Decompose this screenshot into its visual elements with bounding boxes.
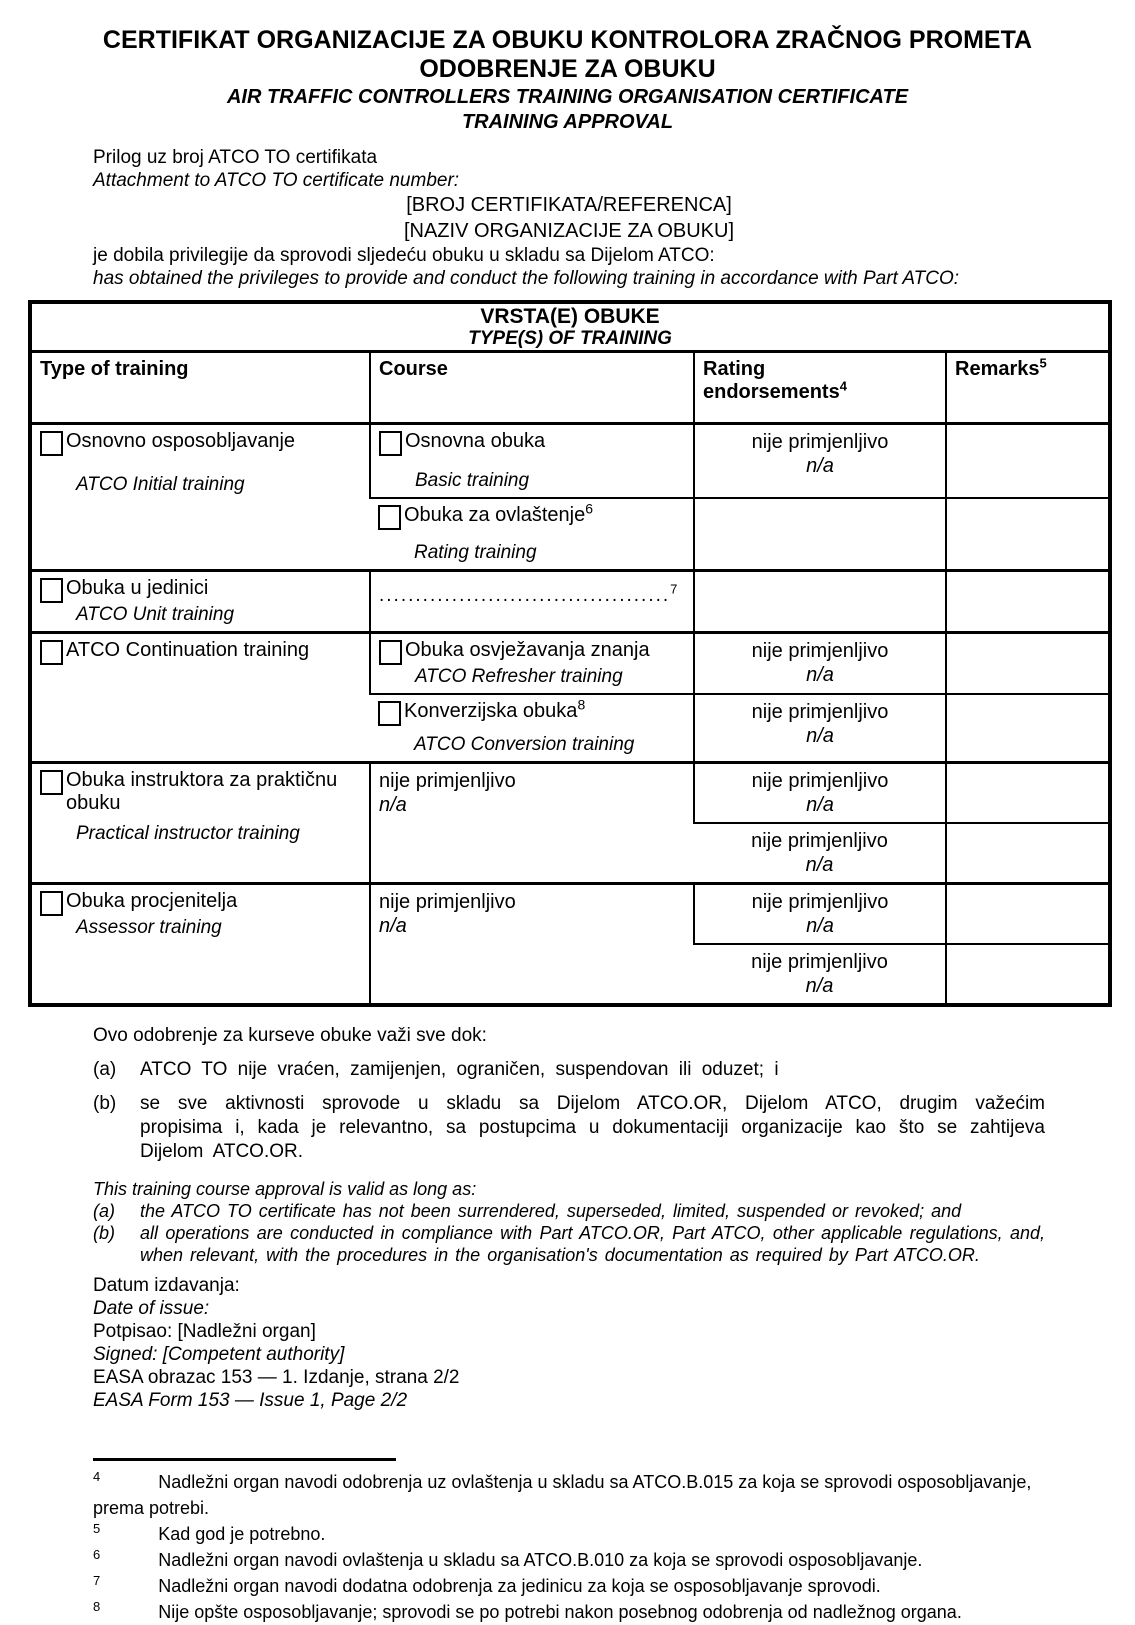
checkbox-unit-training[interactable] — [40, 578, 63, 603]
footnote-ref-7: 7 — [670, 581, 678, 597]
course-label: Obuka za ovlaštenje — [404, 504, 586, 526]
table-caption-hr: VRSTA(E) OBUKE — [480, 305, 660, 328]
cell-rating-assessor-1 — [694, 884, 946, 945]
signed-by-en: Signed: [Competent authority] — [93, 1344, 345, 1365]
form-id-hr: EASA obrazac 153 — 1. Izdanje, strana 2/2 — [93, 1367, 460, 1388]
training-types-table — [28, 300, 1112, 1007]
na-text-en: n/a — [379, 794, 407, 816]
cell-course-rating-training — [370, 498, 694, 571]
cell-course-unit-dotted-line — [370, 571, 694, 633]
course-label-en: ATCO Conversion training — [414, 734, 635, 755]
cell-rating-rating-training — [694, 498, 946, 571]
cell-rating-conversion — [694, 694, 946, 763]
na-text-en: n/a — [379, 915, 407, 937]
cell-remarks-assessor-2 — [946, 944, 1110, 1005]
type-label: Obuka u jedinici — [66, 577, 209, 599]
na-text-en: n/a — [806, 455, 834, 477]
validity-list-en — [93, 1178, 1045, 1266]
type-label-en: ATCO Initial training — [76, 474, 245, 495]
na-text-hr: nije primjenljivo — [379, 891, 516, 913]
column-header-course: Course — [370, 352, 694, 424]
signature-section — [93, 1274, 1045, 1412]
validity-item-b-en: (b) all operations are conducted in compliance with Part ATCO.OR, Part ATCO, other applicable regulations, and, when relevant, with the procedures in the organisation's documentation as required by Part ATCO.OR. — [93, 1223, 1045, 1265]
footnote-ref-6: 6 — [585, 500, 594, 517]
checkbox-continuation-training[interactable] — [40, 640, 63, 665]
na-text-hr: nije primjenljivo — [751, 701, 889, 723]
title-line1: CERTIFIKAT ORGANIZACIJE ZA OBUKU KONTROLORA ZRAČNOG PROMETA — [102, 26, 1033, 54]
na-text-hr: nije primjenljivo — [751, 830, 888, 852]
course-label: Obuka osvježavanja znanja — [405, 639, 650, 661]
cell-rating-practical-2 — [694, 823, 946, 884]
cell-course-practical-na — [370, 763, 694, 884]
course-label: Osnovna obuka — [405, 430, 546, 452]
cell-course-assessor-na — [370, 884, 694, 1006]
checkbox-conversion-training[interactable] — [378, 701, 401, 726]
footnote-ref-8: 8 — [577, 696, 586, 713]
privileges-text-en: has obtained the privileges to provide and conduct the following training in accordance with Part ATCO: — [93, 268, 960, 289]
cell-rating-basic — [694, 424, 946, 499]
na-text-hr: nije primjenljivo — [751, 951, 888, 973]
footnote-separator — [93, 1458, 396, 1461]
intro-section — [93, 146, 1045, 290]
validity-item-a-hr: (a) ATCO TO nije vraćen, zamijenjen, ograničen, suspendovan ili oduzet; i — [93, 1059, 779, 1080]
validity-list-hr — [93, 1058, 1045, 1164]
cell-type-continuation-training — [30, 633, 370, 763]
certificate-ref-placeholder: [BROJ CERTIFIKATA/REFERENCA] — [406, 194, 732, 216]
checkbox-basic-training[interactable] — [379, 431, 402, 456]
attachment-label-hr: Prilog uz broj ATCO TO certifikata — [93, 147, 378, 168]
footnotes-section — [93, 1458, 1045, 1625]
cell-remarks-practical-1 — [946, 763, 1110, 824]
title-line2: ODOBRENJE ZA OBUKU — [419, 55, 716, 83]
type-label-en: Practical instructor training — [76, 823, 300, 844]
cell-rating-assessor-2 — [694, 944, 946, 1005]
checkbox-rating-training[interactable] — [378, 505, 401, 530]
type-label: ATCO Continuation training — [66, 639, 310, 661]
cell-rating-practical-1 — [694, 763, 946, 824]
course-label: Konverzijska obuka — [404, 700, 578, 722]
date-of-issue-hr: Datum izdavanja: — [93, 1275, 240, 1296]
type-label: Obuka instruktora za praktičnu obuku — [66, 769, 338, 814]
validity-item-b-hr: (b) se sve aktivnosti sprovode u skladu sa Dijelom ATCO.OR, Dijelom ATCO, drugim važećim propisima i, kada je relevantno, sa postupcima u dokumentaciji organizacije kao što se zahtijeva Dijelom ATCO.OR. — [93, 1093, 1045, 1162]
checkbox-initial-training[interactable] — [40, 431, 63, 456]
na-text-hr: nije primjenljivo — [379, 770, 516, 792]
na-text-en: n/a — [806, 725, 834, 747]
type-label-en: ATCO Unit training — [76, 604, 235, 625]
table-caption — [30, 302, 1110, 352]
cell-remarks-refresher — [946, 633, 1110, 695]
na-text-hr: nije primjenljivo — [751, 891, 889, 913]
footnote-4: $^4$ Nadležni organ navodi odobrenja uz ovlaštenja u skladu sa ATCO.B.015 za koja se sprovodi osposobljavanje, prema potrebi. — [93, 1469, 1032, 1518]
na-text-hr: nije primjenljivo — [751, 431, 889, 453]
table-caption-en: TYPE(S) OF TRAINING — [468, 328, 672, 349]
validity-intro-en: This training course approval is valid as long as: — [93, 1179, 477, 1199]
cell-type-initial-training — [30, 424, 370, 571]
cell-course-refresher-training — [370, 633, 694, 695]
cell-rating-refresher — [694, 633, 946, 695]
subtitle-line2: TRAINING APPROVAL — [461, 111, 674, 133]
cell-type-assessor-training — [30, 884, 370, 1006]
na-text-en: n/a — [806, 915, 834, 937]
type-label-en: Assessor training — [76, 917, 222, 938]
subtitle-line1: AIR TRAFFIC CONTROLLERS TRAINING ORGANISATION CERTIFICATE — [226, 86, 909, 108]
course-label-en: Rating training — [414, 542, 537, 563]
cell-course-basic-training — [370, 424, 694, 499]
attachment-label-en: Attachment to ATCO TO certificate number: — [93, 170, 460, 191]
na-text-en: n/a — [805, 975, 834, 997]
checkbox-assessor-training[interactable] — [40, 891, 63, 916]
cell-type-unit-training — [30, 571, 370, 633]
page-header — [0, 26, 1135, 134]
course-label-en: Basic training — [415, 470, 530, 491]
footnote-8: $^8$ Nije opšte osposobljavanje; sprovodi se po potrebi nakon posebnog odobrenja od nadležnog organa. — [93, 1599, 962, 1622]
na-text-hr: nije primjenljivo — [751, 770, 889, 792]
cell-course-conversion-training — [370, 694, 694, 763]
type-label: Osnovno osposobljavanje — [66, 430, 296, 452]
na-text-en: n/a — [805, 854, 834, 876]
validity-intro-hr: Ovo odobrenje za kurseve obuke važi sve dok: — [93, 1025, 487, 1046]
validity-section — [93, 1024, 1045, 1625]
checkbox-practical-instructor-training[interactable] — [40, 770, 63, 795]
column-header-remarks: Remarks$^5$ — [946, 352, 1110, 424]
checkbox-refresher-training[interactable] — [379, 640, 402, 665]
dotted-leader: ........................................ — [379, 585, 671, 606]
cell-remarks-basic — [946, 424, 1110, 499]
na-text-hr: nije primjenljivo — [751, 640, 889, 662]
cell-remarks-rating-training — [946, 498, 1110, 571]
na-text-en: n/a — [806, 664, 834, 686]
column-header-rating: Rating endorsements$^4$ — [694, 352, 946, 424]
cell-remarks-assessor-1 — [946, 884, 1110, 945]
cell-remarks-unit — [946, 571, 1110, 633]
footnote-6: $^6$ Nadležni organ navodi ovlaštenja u skladu sa ATCO.B.010 za koja se sprovodi osposobljavanje. — [93, 1547, 923, 1570]
date-of-issue-en: Date of issue: — [93, 1298, 210, 1319]
footnote-7: $^7$ Nadležni organ navodi dodatna odobrenja za jedinicu za koja se osposobljavanje sprovodi. — [93, 1573, 881, 1596]
type-label: Obuka procjenitelja — [66, 890, 238, 912]
na-text-en: n/a — [806, 794, 834, 816]
cell-remarks-conversion — [946, 694, 1110, 763]
organisation-name-placeholder: [NAZIV ORGANIZACIJE ZA OBUKU] — [403, 220, 735, 242]
footnote-ref-5: 5 — [1039, 355, 1047, 371]
footnote-ref-4: 4 — [839, 378, 847, 394]
form-id-en: EASA Form 153 — Issue 1, Page 2/2 — [93, 1390, 408, 1411]
validity-item-a-en: (a) the ATCO TO certificate has not been surrendered, superseded, limited, suspended or revoked; and — [93, 1201, 962, 1221]
cell-remarks-practical-2 — [946, 823, 1110, 884]
footnote-5: $^5$ Kad god je potrebno. — [93, 1521, 326, 1544]
column-header-type: Type of training — [30, 352, 370, 424]
course-label-en: ATCO Refresher training — [415, 666, 623, 687]
privileges-text-hr: je dobila privilegije da sprovodi sljedeću obuku u skladu sa Dijelom ATCO: — [93, 245, 715, 266]
signed-by-hr: Potpisao: [Nadležni organ] — [93, 1321, 316, 1342]
cell-type-practical-instructor-training — [30, 763, 370, 884]
cell-rating-unit — [694, 571, 946, 633]
